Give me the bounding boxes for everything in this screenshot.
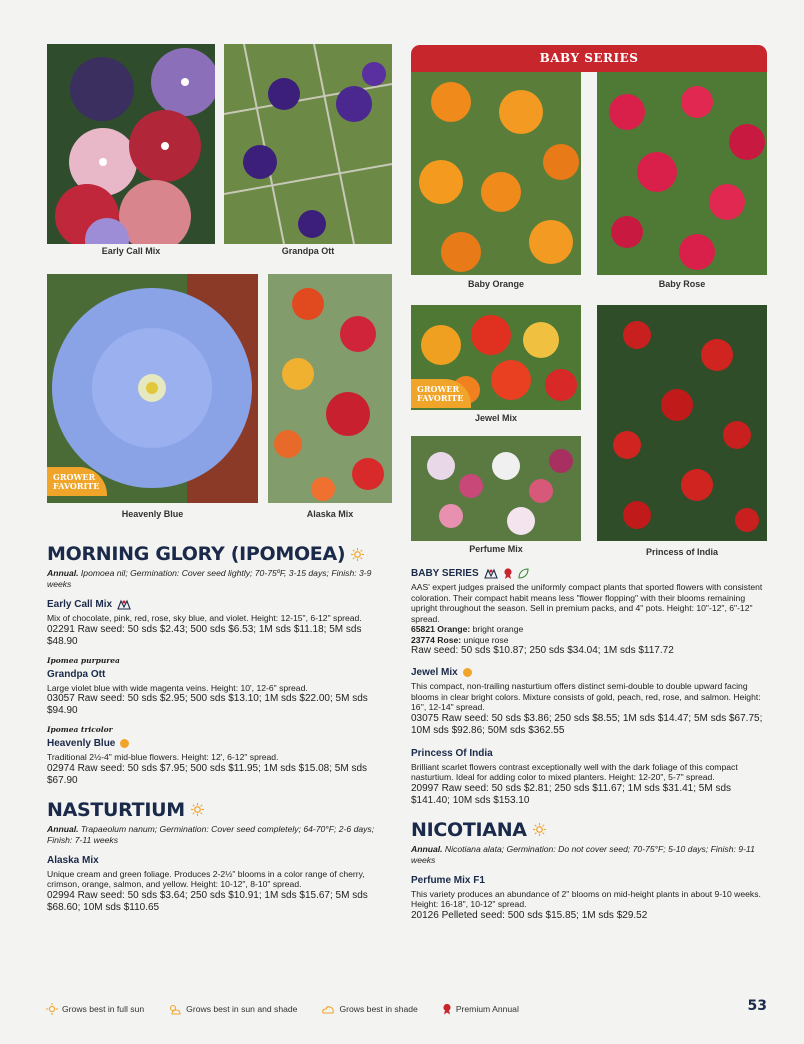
- nicotiana-intro: [411, 844, 767, 866]
- early-call-mix-name-row: [47, 599, 392, 610]
- photo-baby-rose: [597, 72, 767, 275]
- photo-alaska-mix: [268, 274, 392, 503]
- baby-rose-code: 23774 Rose:: [411, 634, 462, 645]
- perfume-mix-name: Perfume Mix F1: [411, 874, 485, 886]
- premium-annual-icon: [442, 1003, 452, 1015]
- photo-grandpa-ott: [224, 44, 392, 244]
- caption-alaska-mix: Alaska Mix: [306, 509, 354, 519]
- princess-of-india-desc: Brilliant scarlet flowers contrast exceptionally well with the dark foliage of this compact nasturtium. Ideal for adding color to mixed planters. Height: 12-20", 5-7" spread.: [411, 761, 738, 782]
- legend-full-sun: [46, 1003, 144, 1015]
- photo-early-call-mix: [47, 44, 215, 244]
- nicotiana-title: NICOTIANA: [411, 818, 527, 841]
- right-column: [411, 568, 767, 922]
- grandpa-ott-latin: Ipomea purpurea: [47, 655, 120, 665]
- perfume-mix-name-row: [411, 875, 767, 886]
- left-column: [47, 543, 392, 914]
- grandpa-ott-price: 03057 Raw seed: 50 sds $2.95; 500 sds $13.10; 1M sds $22.00; 5M sds $94.90: [47, 693, 368, 716]
- baby-orange-row: [411, 624, 767, 635]
- baby-orange-code: 65821 Orange:: [411, 624, 471, 634]
- leaf-icon: [518, 568, 529, 579]
- early-call-mix-price: 02291 Raw seed: 50 sds $2.43; 500 sds $6.53; 1M sds $11.18; 5M sds $48.90: [47, 623, 362, 647]
- cloud-icon: [321, 1003, 335, 1015]
- baby-series-desc: AAS' expert judges praised the uniformly compact plants that sported flowers with consistent coloration. Their compact habit means less "flower flopping" with their blooms remaining upright throughout the season. Sell in premium packs, and 4" pots. Height: 10"-12", 6"-12" spread.: [411, 582, 763, 624]
- baby-rose-desc: unique rose: [461, 634, 509, 645]
- legend-sun-shade: [168, 1003, 297, 1015]
- princess-of-india-name: Princess Of India: [411, 747, 493, 759]
- caption-grandpa-ott: Grandpa Ott: [281, 246, 335, 256]
- aas-winner-icon: [484, 568, 498, 579]
- baby-series-name-row: [411, 568, 767, 579]
- sun-icon: [351, 548, 364, 561]
- intro-annual: Annual.: [47, 823, 79, 834]
- photo-perfume-mix: [411, 436, 581, 541]
- jewel-mix-name: Jewel Mix: [411, 667, 458, 678]
- nicotiana-heading: [411, 819, 767, 841]
- early-call-mix-desc: Mix of chocolate, pink, red, rose, sky blue, and violet. Height: 12-15", 6-12" spread.: [47, 613, 362, 623]
- premium-annual-icon: [503, 568, 513, 579]
- baby-series-header: BABY SERIES: [411, 45, 767, 72]
- legend-premium-label: Premium Annual: [455, 1004, 519, 1014]
- intro-text: Nicotiana alata; Germination: Do not cover seed; 70-75°F; 5-10 days; Finish: 9-11 weeks: [411, 843, 755, 865]
- heavenly-blue-price: 02974 Raw seed: 50 sds $7.95; 500 sds $11.95; 1M sds $15.08; 5M sds $67.90: [47, 762, 368, 786]
- badge-line: GROWER: [53, 472, 96, 482]
- legend-footer: [46, 1001, 768, 1017]
- sun-icon: [191, 803, 204, 816]
- morning-glory-title: MORNING GLORY (IPOMOEA): [47, 543, 346, 565]
- nasturtium-intro: [47, 824, 392, 846]
- jewel-mix-price: 03075 Raw seed: 50 sds $3.86; 250 sds $8.55; 1M sds $14.47; 5M sds $67.75; 10M sds $92.86; 50M sds $362.55: [411, 712, 763, 736]
- caption-baby-rose: Baby Rose: [658, 279, 706, 289]
- legend-shade-label: Grows best in shade: [339, 1004, 418, 1014]
- morning-glory-heading: [47, 543, 392, 565]
- perfume-mix-desc: This variety produces an abundance of 2" blooms on mid-height plants in about 9-10 weeks. Height: 16-18", 10-12" spread.: [411, 888, 761, 909]
- heavenly-blue-name-row: [47, 738, 392, 749]
- baby-series-price: Raw seed: 50 sds $10.87; 250 sds $34.04; 1M sds $117.72: [411, 645, 674, 656]
- princess-of-india-price: 20997 Raw seed: 50 sds $2.81; 250 sds $11.67; 1M sds $31.41; 5M sds $141.40; 10M sds $153.10: [411, 782, 732, 806]
- princess-name-row: [411, 748, 767, 759]
- photo-princess-of-india: [597, 305, 767, 541]
- alaska-mix-name-row: [47, 855, 392, 866]
- page-number: 53: [747, 998, 767, 1014]
- baby-series-name: BABY SERIES: [411, 568, 479, 579]
- caption-baby-orange: Baby Orange: [467, 279, 525, 289]
- badge-line: FAVORITE: [417, 393, 464, 403]
- grandpa-ott-desc: Large violet blue with wide magenta veins. Height: 10', 12-6" spread.: [47, 682, 308, 693]
- jewel-mix-name-row: [411, 667, 767, 678]
- alaska-mix-name: Alaska Mix: [47, 854, 99, 866]
- caption-jewel-mix: Jewel Mix: [474, 413, 518, 423]
- legend-full-sun-label: Grows best in full sun: [62, 1004, 145, 1014]
- caption-early-call-mix: Early Call Mix: [101, 246, 161, 256]
- alaska-mix-desc: Unique cream and green foliage. Produces 2-2½" blooms in a color range of cherry, crimson, orange, salmon, and yellow. Height: 10-12", 8-10" spread.: [47, 868, 365, 889]
- intro-annual: Annual.: [47, 568, 79, 578]
- photo-baby-orange: [411, 72, 581, 275]
- jewel-mix-desc: This compact, non-trailing nasturtium offers distinct semi-double to double upward facing blooms in clear bright colors. Mixture consists of gold, peach, red, rose, and salmon. Height: 16'', 12-14" spread.: [411, 681, 761, 712]
- grandpa-ott-name: Grandpa Ott: [47, 668, 106, 680]
- grandpa-ott-name-row: [47, 669, 392, 680]
- aas-winner-icon: [117, 599, 131, 610]
- nasturtium-title: NASTURTIUM: [47, 798, 185, 821]
- baby-orange-desc: bright orange: [470, 624, 524, 634]
- legend-sun-shade-label: Grows best in sun and shade: [186, 1004, 298, 1014]
- grower-favorite-icon: [463, 668, 472, 677]
- perfume-mix-price: 20126 Pelleted seed: 500 sds $15.85; 1M sds $29.52: [411, 909, 648, 921]
- heavenly-blue-latin: Ipomea tricolor: [47, 725, 113, 734]
- heavenly-blue-desc: Traditional 2½-4" mid-blue flowers. Height: 12', 6-12" spread.: [47, 752, 279, 762]
- caption-perfume-mix: Perfume Mix: [469, 544, 523, 554]
- legend-premium: [442, 1003, 519, 1015]
- intro-text: Trapaeolum nanum; Germination: Cover seed completely; 64-70°F; 2-6 days; Finish: 7-11 weeks: [47, 823, 375, 845]
- legend-shade: [321, 1003, 417, 1015]
- intro-annual: Annual.: [411, 843, 443, 854]
- badge-line: FAVORITE: [53, 481, 100, 491]
- baby-rose-row: [411, 635, 767, 646]
- morning-glory-intro: [47, 568, 392, 590]
- caption-princess-of-india: Princess of India: [645, 547, 719, 557]
- badge-line: GROWER: [417, 384, 460, 394]
- sun-icon: [533, 823, 546, 836]
- sun-cloud-icon: [168, 1003, 182, 1015]
- early-call-mix-name: Early Call Mix: [47, 599, 113, 610]
- grower-favorite-icon: [120, 739, 129, 748]
- intro-text: Ipomoea nil; Germination: Cover seed lightly; 70-75ºF, 3-15 days; Finish: 3-9 weeks: [47, 568, 372, 589]
- nasturtium-heading: [47, 799, 392, 821]
- alaska-mix-price: 02994 Raw seed: 50 sds $3.64; 250 sds $10.91; 1M sds $15.67; 5M sds $68.60; 10M sds $110.65: [47, 889, 368, 913]
- heavenly-blue-name: Heavenly Blue: [47, 738, 116, 749]
- sun-icon: [46, 1003, 58, 1015]
- caption-heavenly-blue: Heavenly Blue: [121, 509, 184, 519]
